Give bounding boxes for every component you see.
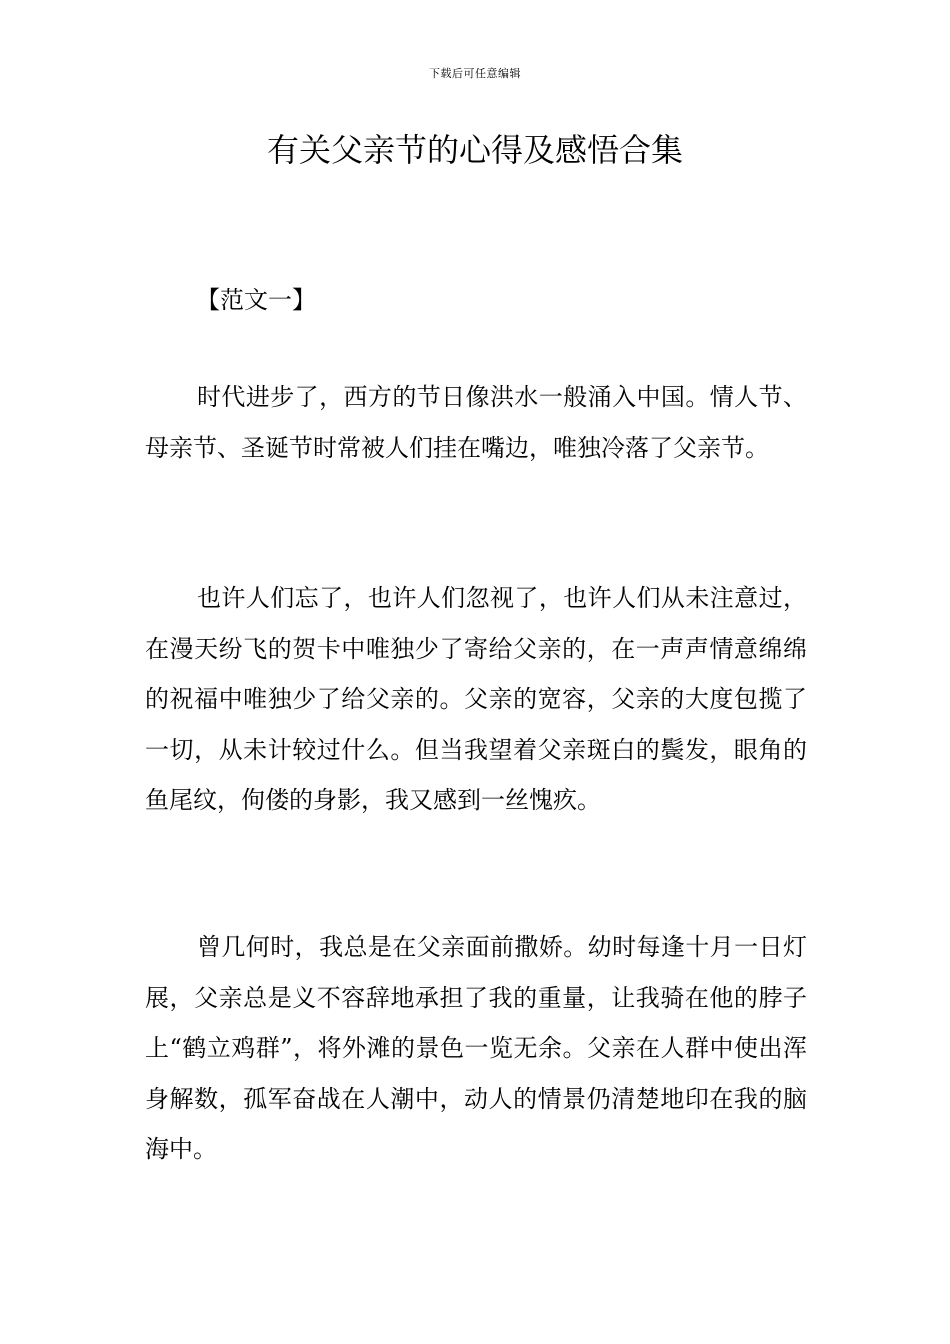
- paragraph-2: 也许人们忘了，也许人们忽视了，也许人们从未注意过，在漫天纷飞的贺卡中唯独少了寄给父亲的，在一声声情意绵绵的祝福中唯独少了给父亲的。父亲的宽容，父亲的大度包揽了一切，从未计较过什么。但当我望着父亲斑白的鬓发，眼角的鱼尾纹，佝偻的身影，我又感到一丝愧疚。: [145, 584, 807, 814]
- section-label: 【范文一】: [196, 286, 316, 314]
- header-note: 下载后可任意编辑: [429, 67, 521, 80]
- document-title: 有关父亲节的心得及感悟合集: [266, 131, 683, 169]
- paragraph-3: 曾几何时，我总是在父亲面前撒娇。幼时每逢十月一日灯展，父亲总是义不容辞地承担了我的重量，让我骑在他的脖子上“鹤立鸡群”，将外滩的景色一览无余。父亲在人群中使出浑身解数，孤军奋战在人潮中，动人的情景仍清楚地印在我的脑海中。: [145, 933, 807, 1163]
- paragraph-1: 时代进步了，西方的节日像洪水一般涌入中国。情人节、母亲节、圣诞节时常被人们挂在嘴边，唯独冷落了父亲节。: [145, 383, 807, 462]
